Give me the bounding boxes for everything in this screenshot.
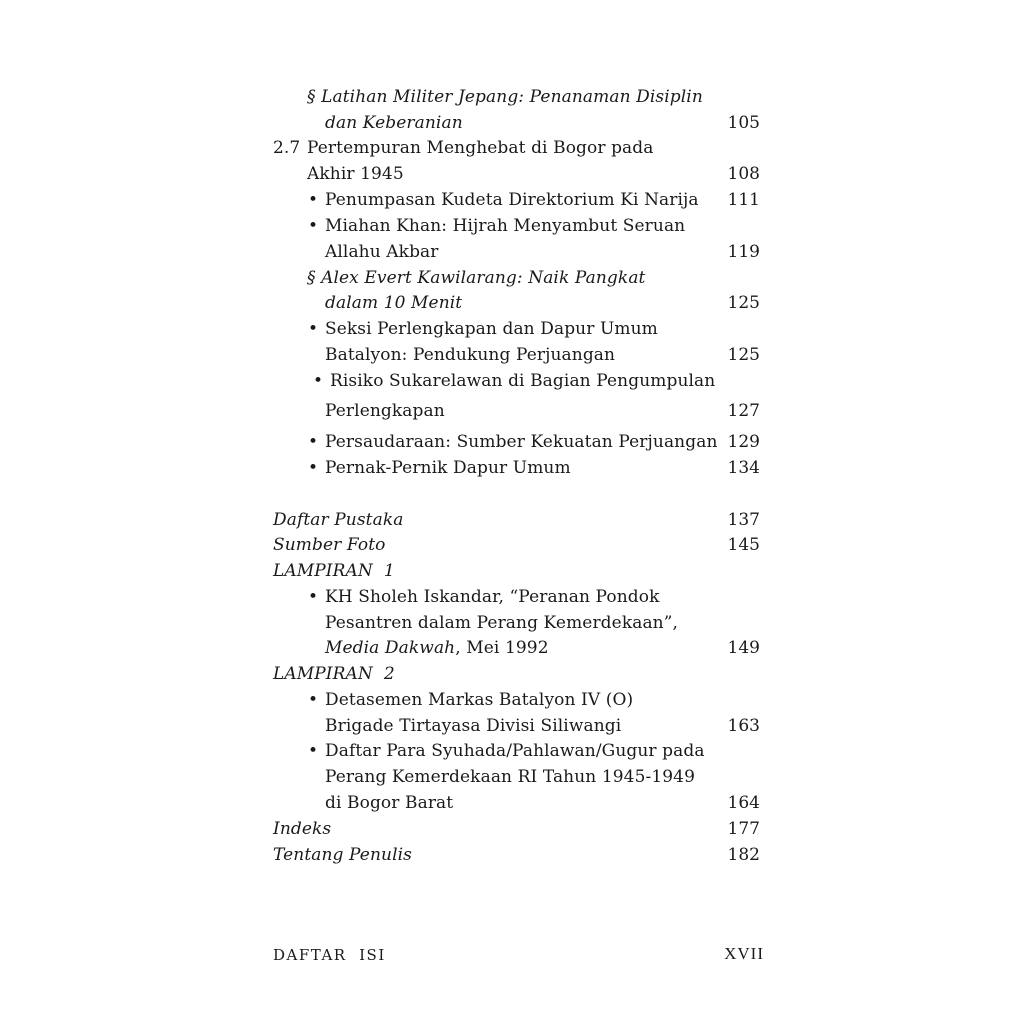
toc-bullet-seksi-perlengkapan-line1: • Seksi Perlengkapan dan Dapur Umum <box>325 319 658 339</box>
toc-section-2-7-line2: Akhir 1945 <box>307 164 404 184</box>
toc-page-number: 111 <box>727 190 760 210</box>
toc-entry-latihan-militer-line2: dan Keberanian <box>325 113 463 133</box>
toc-indeks: Indeks <box>273 819 332 839</box>
toc-sumber-foto: Sumber Foto <box>273 535 386 555</box>
toc-tentang-penulis: Tentang Penulis <box>273 845 412 865</box>
toc-bullet-risiko-line2: Perlengkapan <box>325 401 445 421</box>
toc-page-number: 163 <box>727 716 760 736</box>
toc-bullet-kh-sholeh-line2: Pesantren dalam Perang Kemerdekaan”, <box>325 613 679 633</box>
publication-date: , Mei 1992 <box>455 638 549 658</box>
toc-bullet-penumpasan: • Penumpasan Kudeta Direktorium Ki Narija <box>325 190 699 210</box>
toc-section-2-7-line1: Pertempuran Menghebat di Bogor pada <box>307 138 654 158</box>
toc-page-number: 164 <box>727 793 760 813</box>
toc-bullet-kh-sholeh-line3 <box>325 638 549 658</box>
toc-page-number: 108 <box>727 164 760 184</box>
toc-page-number: 125 <box>727 345 760 365</box>
toc-bullet-daftar-syuhada-line3: di Bogor Barat <box>325 793 454 813</box>
toc-page-number: 177 <box>727 819 760 839</box>
section-number: 2.7 <box>273 138 301 158</box>
toc-page-number: 134 <box>727 458 760 478</box>
toc-lampiran-1: LAMPIRAN 1 <box>273 561 395 581</box>
toc-page-number: 127 <box>727 401 760 421</box>
running-footer-section: DAFTAR ISI <box>273 946 386 964</box>
toc-bullet-miahan-khan-line1: • Miahan Khan: Hijrah Menyambut Seruan <box>325 216 685 236</box>
toc-daftar-pustaka: Daftar Pustaka <box>273 510 404 530</box>
toc-page-number: 137 <box>727 510 760 530</box>
toc-bullet-detasemen-line1: • Detasemen Markas Batalyon IV (O) <box>325 690 633 710</box>
toc-bullet-pernak-pernik: • Pernak-Pernik Dapur Umum <box>325 458 571 478</box>
toc-bullet-daftar-syuhada-line1: • Daftar Para Syuhada/Pahlawan/Gugur pada <box>325 741 705 761</box>
toc-lampiran-2: LAMPIRAN 2 <box>273 664 395 684</box>
toc-bullet-miahan-khan-line2: Allahu Akbar <box>325 242 439 262</box>
toc-entry-latihan-militer-line1: § Latihan Militer Jepang: Penanaman Disiplin <box>307 87 703 107</box>
toc-page-number: 129 <box>727 432 760 452</box>
toc-page-number: 145 <box>727 535 760 555</box>
toc-page-number: 182 <box>727 845 760 865</box>
toc-bullet-risiko-line1: • Risiko Sukarelawan di Bagian Pengumpulan <box>330 371 715 391</box>
toc-bullet-kh-sholeh-line1: • KH Sholeh Iskandar, “Peranan Pondok <box>325 587 660 607</box>
toc-page-number: 125 <box>727 293 760 313</box>
toc-page-number: 105 <box>727 113 760 133</box>
toc-bullet-persaudaraan: • Persaudaraan: Sumber Kekuatan Perjuangan <box>325 432 718 452</box>
publication-title: Media Dakwah <box>325 638 456 658</box>
running-footer-page-number: XVII <box>724 944 764 963</box>
toc-entry-kawilarang-line2: dalam 10 Menit <box>325 293 463 313</box>
toc-entry-kawilarang-line1: § Alex Evert Kawilarang: Naik Pangkat <box>307 268 646 288</box>
toc-bullet-daftar-syuhada-line2: Perang Kemerdekaan RI Tahun 1945-1949 <box>325 767 696 787</box>
toc-page-number: 119 <box>727 242 760 262</box>
toc-page-number: 149 <box>727 638 760 658</box>
toc-bullet-seksi-perlengkapan-line2: Batalyon: Pendukung Perjuangan <box>325 345 616 365</box>
toc-bullet-detasemen-line2: Brigade Tirtayasa Divisi Siliwangi <box>325 716 622 736</box>
